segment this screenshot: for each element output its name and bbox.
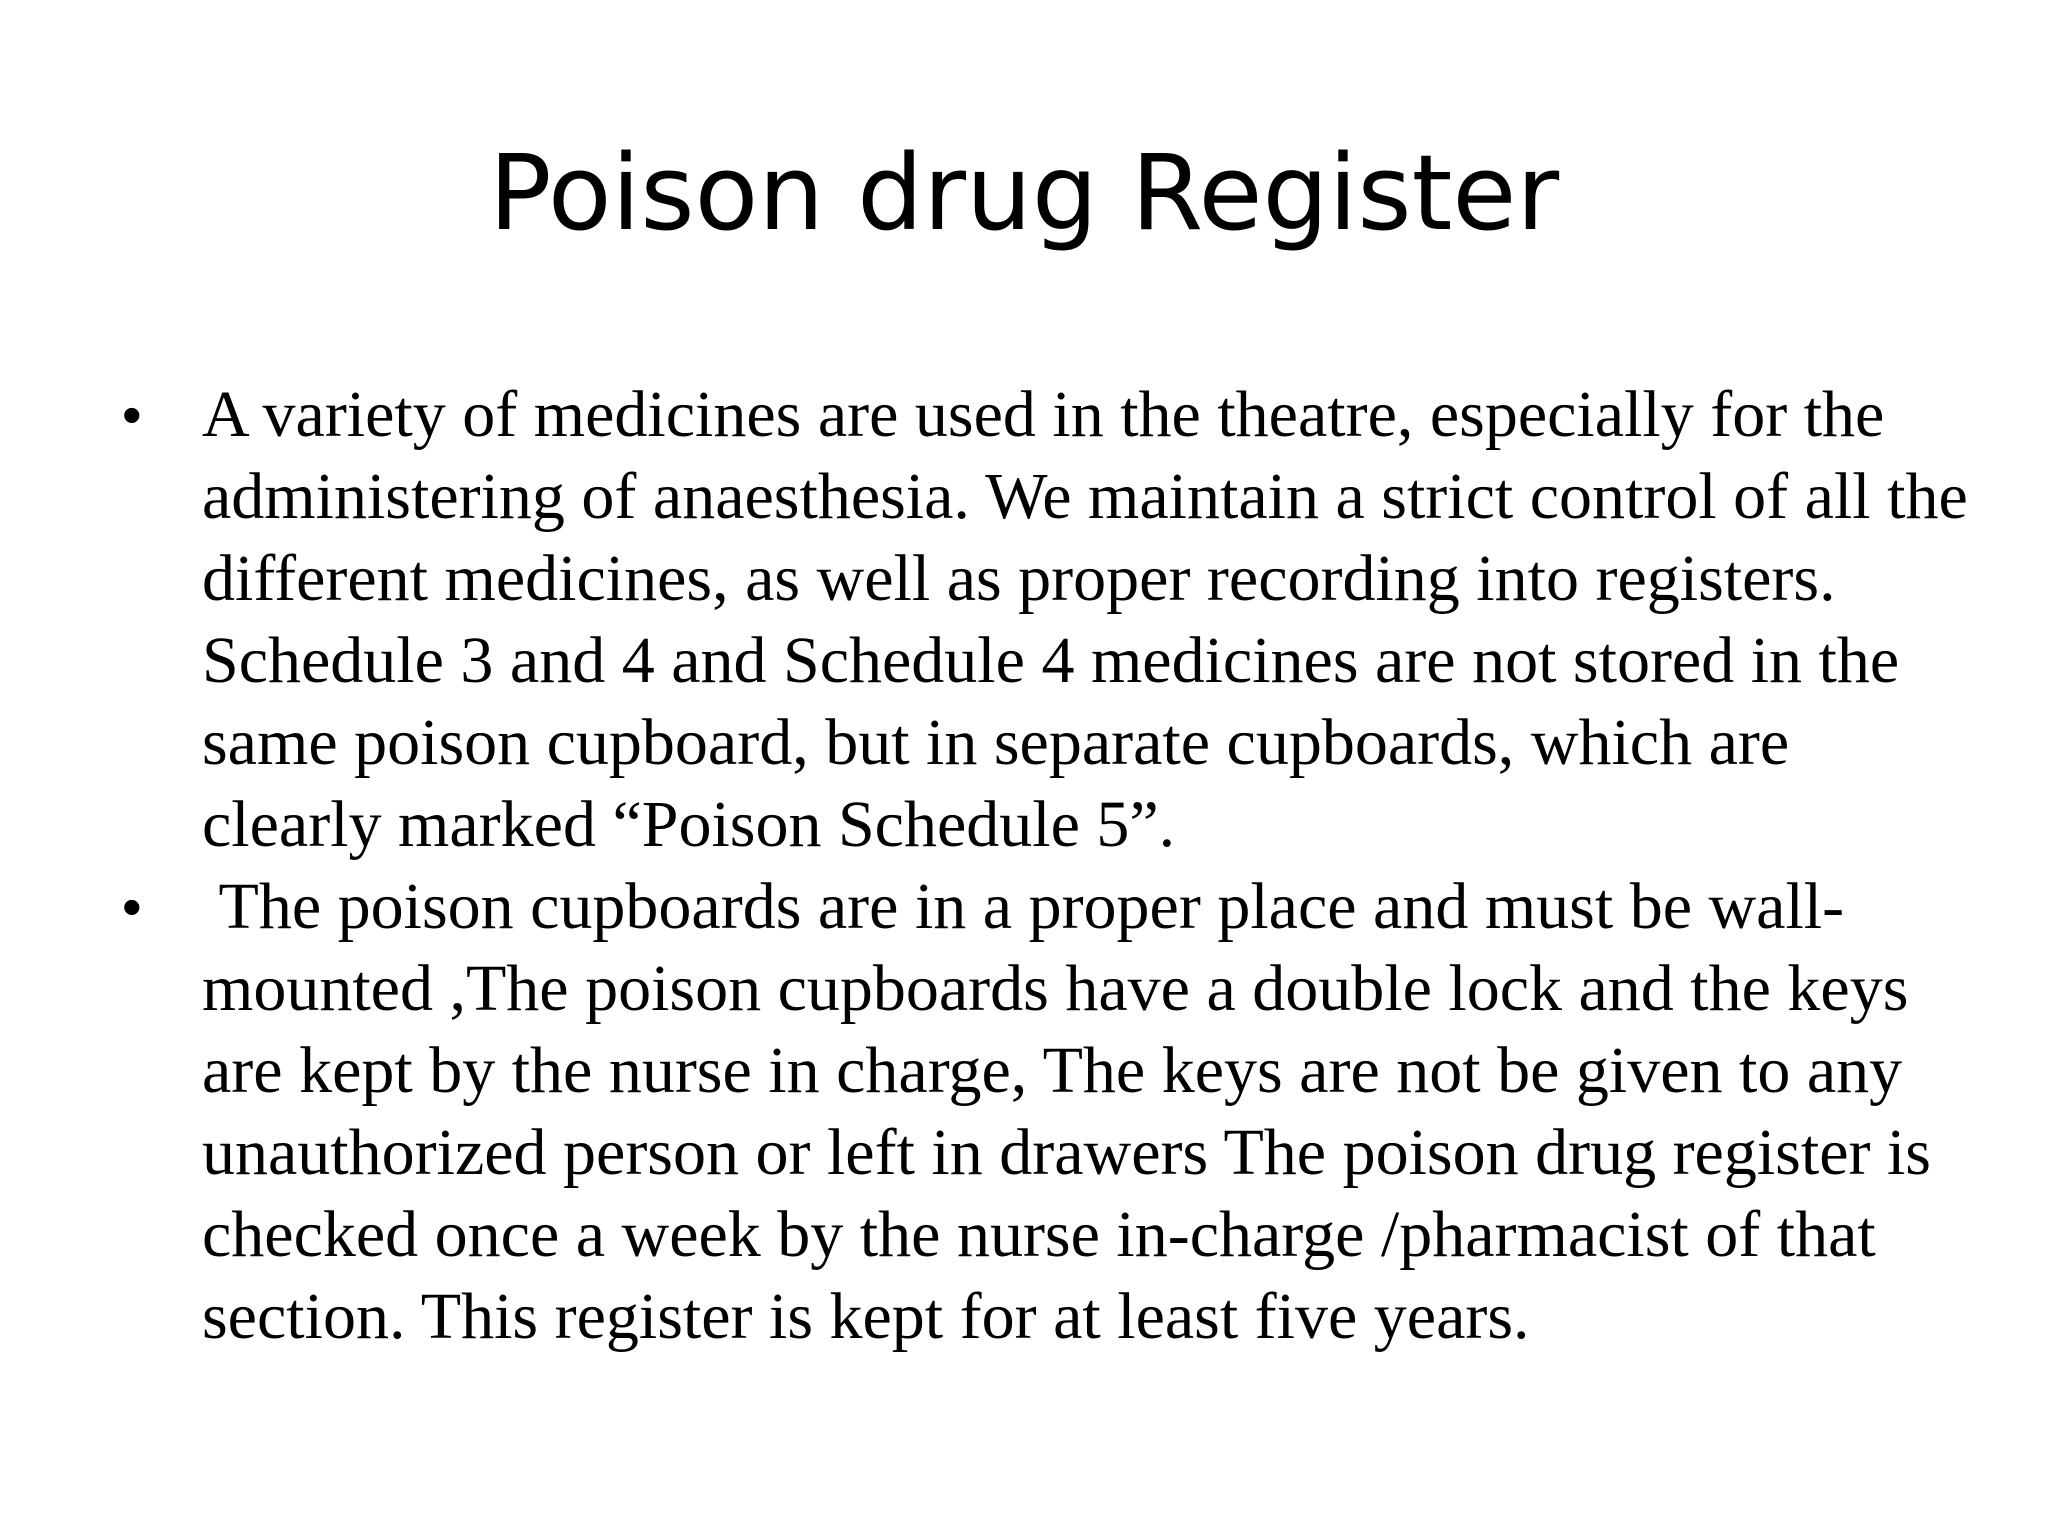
slide-title: Poison drug Register [488, 132, 1560, 254]
bullet-item [122, 374, 1972, 866]
bullet-text: The poison cupboards are in a proper place and must be wall-mounted ,The poison cupboards have a double lock and the keys are kept by the nurse in charge, The keys are not be given to any unauthorized person or left in drawers The poison drug register is checked once a week by the nurse in-charge /pharmacist of that section. This register is kept for at least five years. [202, 870, 1948, 1353]
bullet-text: A variety of medicines are used in the theatre, especially for the administering of anaesthesia. We maintain a strict control of all the different medicines, as well as proper recording into registers. Schedule 3 and 4 and Schedule 4 medicines are not stored in the same poison cupboard, but in separate cupboards, which are clearly marked “Poison Schedule 5”. [202, 378, 1968, 861]
bullet-marker: • [122, 383, 142, 446]
bullet-list [122, 374, 1972, 1358]
bullet-item [122, 866, 1972, 1358]
bullet-marker: • [122, 875, 142, 938]
